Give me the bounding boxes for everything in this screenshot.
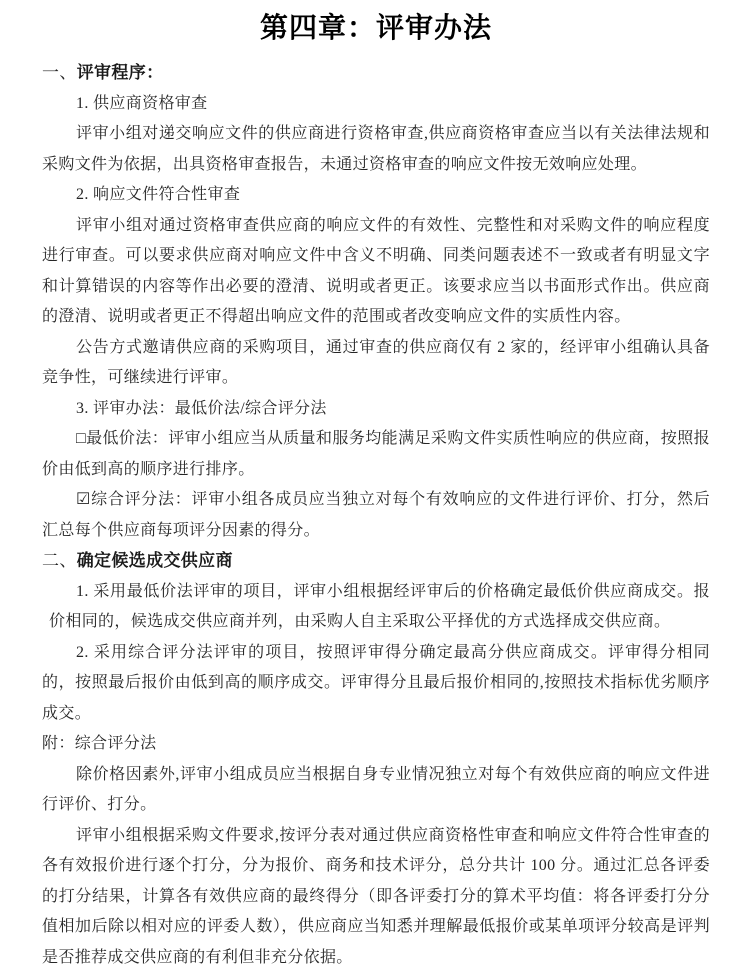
section-1-number: 一、 [42,63,77,82]
qualification-review-paragraph: 评审小组对递交响应文件的供应商进行资格审查,供应商资格审查应当以有关法律法规和采购文件为依据，出具资格审查报告，未通过资格审查的响应文件按无效响应处理。 [42,119,710,180]
award-rule-comprehensive-paragraph: 2. 采用综合评分法评审的项目，按照评审得分确定最高分供应商成交。评审得分相同的，按照最后报价由低到高的顺序成交。评审得分且最后报价相同的,按照技术指标优劣顺序成交。 [42,638,710,730]
checkbox-checked-icon: ☑ [76,491,91,508]
appendix-scoring-rules-paragraph: 评审小组根据采购文件要求,按评分表对通过供应商资格性审查和响应文件符合性审查的各有效报价进行逐个打分，分为报价、商务和技术评分，总分共计 100 分。通过汇总各评委的打分结果，计算各有效供应商的最终得分（即各评委打分的算术平均值：将各评委打分分值相加后除以相对应的评委人数），供应商应当知悉并理解最低报价或某单项评分较高是评判是否推荐成交供应商的有利但非充分依据。 [42,821,710,973]
checkbox-unchecked-icon: □ [76,430,86,447]
subsection-2-conformity-title: 2. 响应文件符合性审查 [42,180,710,211]
option-comprehensive-scoring-text: 综合评分法：评审小组各成员应当独立对每个有效响应的文件进行评价、打分，然后汇总每个供应商每项评分因素的得分。 [42,491,710,539]
option-lowest-price-method [42,424,710,485]
section-1-title: 评审程序： [77,63,164,82]
chapter-title: 第四章：评审办法 [42,8,710,48]
section-1-heading [42,58,710,89]
section-2-number: 二、 [42,551,77,570]
conformity-review-paragraph: 评审小组对通过资格审查供应商的响应文件的有效性、完整性和对采购文件的响应程度进行审查。可以要求供应商对响应文件中含义不明确、同类问题表述不一致或者有明显文字和计算错误的内容等作出必要的澄清、说明或者更正。该要求应当以书面形式作出。供应商的澄清、说明或者更正不得超出响应文件的范围或者改变响应文件的实质性内容。 [42,211,710,333]
section-2-heading [42,546,710,577]
appendix-title: 附：综合评分法 [42,729,710,760]
two-supplier-competition-paragraph: 公告方式邀请供应商的采购项目，通过审查的供应商仅有 2 家的，经评审小组确认具备竞争性，可继续进行评审。 [42,333,710,394]
section-2-title: 确定候选成交供应商 [77,551,233,570]
option-lowest-price-text: 最低价法：评审小组应当从质量和服务均能满足采购文件实质性响应的供应商，按照报价由低到高的顺序进行排序。 [42,430,710,478]
appendix-independent-scoring-paragraph: 除价格因素外,评审小组成员应当根据自身专业情况独立对每个有效供应商的响应文件进行评价、打分。 [42,760,710,821]
subsection-3-method-title: 3. 评审办法：最低价法/综合评分法 [42,394,710,425]
option-comprehensive-scoring-method [42,485,710,546]
award-rule-lowest-price-paragraph: 1. 采用最低价法评审的项目，评审小组根据经评审后的价格确定最低价供应商成交。报价相同的，候选成交供应商并列，由采购人自主采取公平择优的方式选择成交供应商。 [42,577,710,638]
subsection-1-qualification-title: 1. 供应商资格审查 [42,89,710,120]
